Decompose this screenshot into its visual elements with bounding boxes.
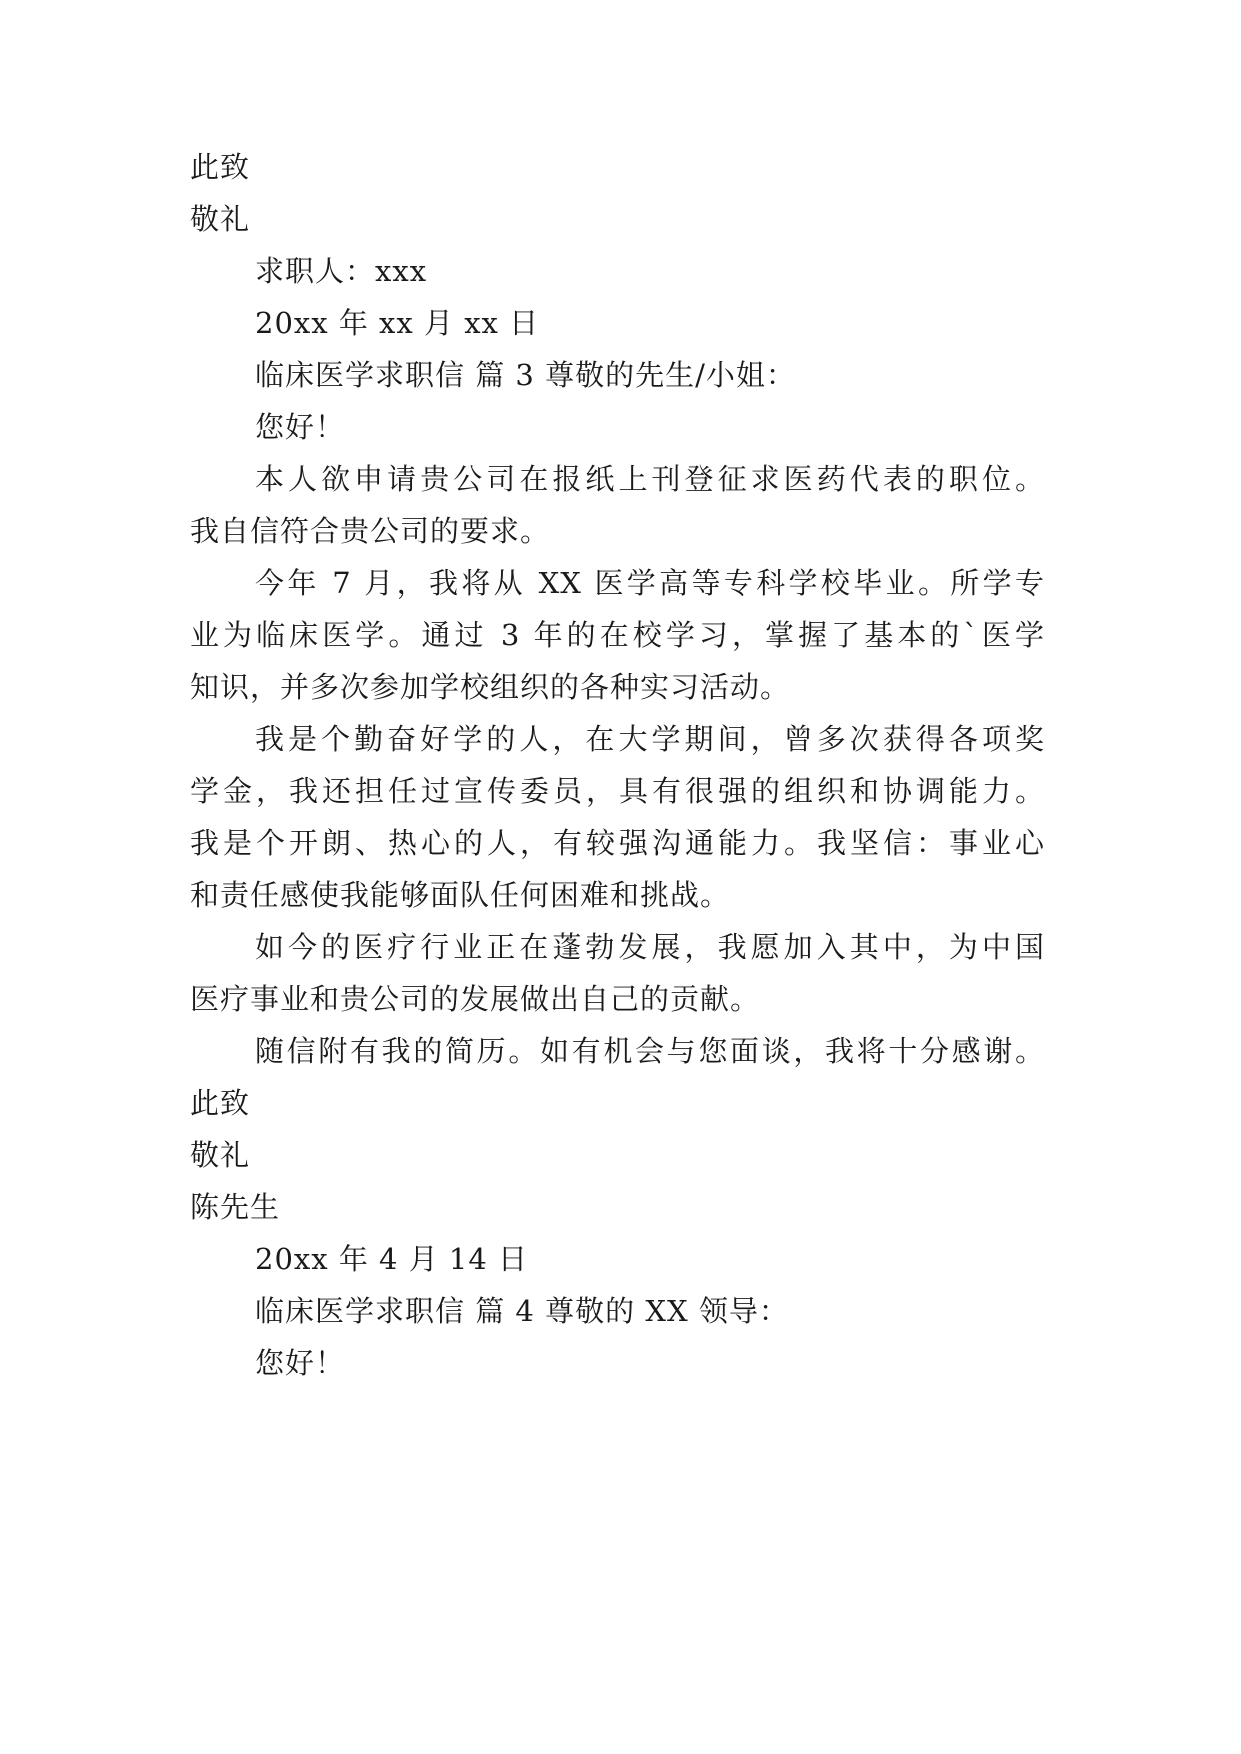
paragraph-line: 我自信符合贵公司的要求。	[190, 514, 551, 548]
paragraph-line: 本人欲申请贵公司在报纸上刊登征求医药代表的职位。	[255, 462, 1045, 496]
paragraph-line: 今年 7 月，我将从 XX 医学高等专科学校毕业。所学专	[255, 566, 1045, 600]
paragraph-line: 和责任感使我能够面队任何困难和挑战。	[190, 878, 731, 912]
salute-text: 敬礼	[190, 1138, 251, 1172]
letter-heading: 临床医学求职信 篇 3 尊敬的先生/小姐：	[255, 358, 796, 392]
paragraph-line: 学金，我还担任过宣传委员，具有很强的组织和协调能力。	[190, 774, 1045, 808]
signature-text: 陈先生	[190, 1190, 281, 1224]
date-line: 20xx 年 4 月 14 日	[255, 1242, 529, 1276]
applicant-line: 求职人：xxx	[255, 254, 428, 288]
letter-heading: 临床医学求职信 篇 4 尊敬的 XX 领导：	[255, 1294, 789, 1328]
closing-text: 此致	[190, 150, 251, 184]
paragraph-line: 如今的医疗行业正在蓬勃发展，我愿加入其中，为中国	[255, 930, 1045, 964]
paragraph-line: 知识，并多次参加学校组织的各种实习活动。	[190, 670, 791, 704]
closing-text: 此致	[190, 1086, 251, 1120]
paragraph-line: 业为临床医学。通过 3 年的在校学习，掌握了基本的`医学	[190, 618, 1045, 652]
paragraph-line: 医疗事业和贵公司的发展做出自己的贡献。	[190, 982, 761, 1016]
salute-text: 敬礼	[190, 202, 251, 236]
greeting-text: 您好！	[255, 410, 346, 444]
paragraph-line: 我是个勤奋好学的人，在大学期间，曾多次获得各项奖	[255, 722, 1045, 756]
paragraph-line: 我是个开朗、热心的人，有较强沟通能力。我坚信：事业心	[190, 826, 1045, 860]
greeting-text: 您好！	[255, 1346, 346, 1380]
date-line: 20xx 年 xx 月 xx 日	[255, 306, 540, 340]
paragraph-line: 随信附有我的简历。如有机会与您面谈，我将十分感谢。	[255, 1034, 1045, 1068]
